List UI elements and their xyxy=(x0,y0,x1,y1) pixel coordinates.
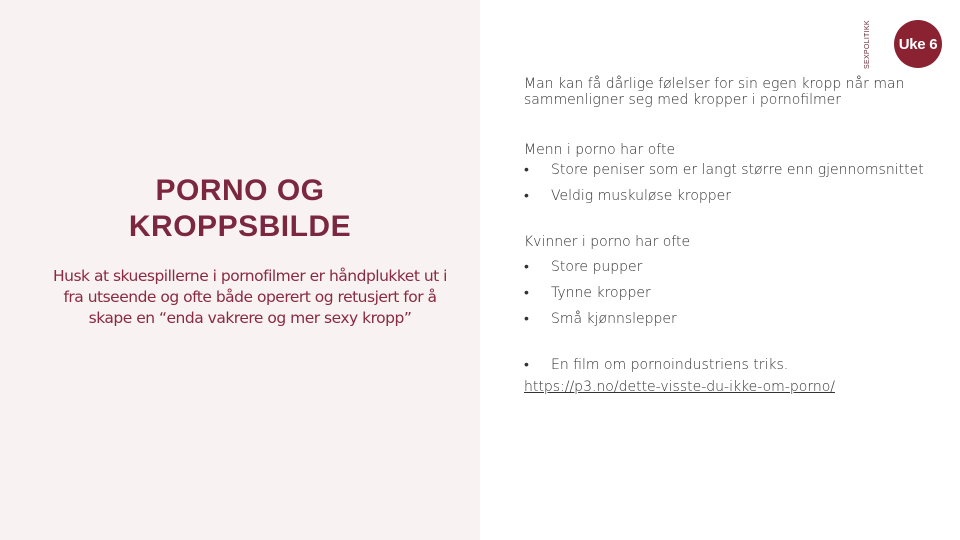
film-text: En film om pornoindustriens triks. xyxy=(551,357,789,373)
list-item-text: Tynne kropper xyxy=(551,285,651,301)
bullet-icon: • xyxy=(524,259,529,275)
bullet-icon: • xyxy=(524,357,529,373)
list-item xyxy=(524,162,934,178)
week-badge-label: Uke 6 xyxy=(898,35,938,53)
bullet-icon: • xyxy=(524,188,529,204)
bullet-icon: • xyxy=(524,162,529,178)
list-item-text: Små kjønnslepper xyxy=(551,311,677,327)
women-list xyxy=(524,259,934,327)
men-heading: Menn i porno har ofte xyxy=(524,142,676,158)
content-column xyxy=(524,76,934,395)
brand-logo xyxy=(862,18,942,72)
list-item xyxy=(524,311,934,327)
list-item xyxy=(524,188,934,204)
men-section xyxy=(524,142,934,204)
women-heading: Kvinner i porno har ofte xyxy=(524,234,691,250)
women-section xyxy=(524,234,934,327)
intro-text: Man kan få dårlige følelser for sin egen kropp når man sammenligner seg med kropper i pornofilmer xyxy=(524,76,905,108)
men-list xyxy=(524,162,934,204)
list-item-text: Store peniser som er langt større enn gjennomsnittet xyxy=(551,162,924,178)
list-item-text: Store pupper xyxy=(551,259,643,275)
list-item xyxy=(524,285,934,301)
list-item xyxy=(524,259,934,275)
brand-vertical-text: SEXPOLITIKK xyxy=(864,20,871,70)
slide-title: PORNO OG KROPPSBILDE xyxy=(128,174,352,243)
film-section xyxy=(524,357,934,395)
bullet-icon: • xyxy=(524,285,529,301)
slide-subtitle: Husk at skuespillerne i pornofilmer er håndplukket ut i fra utseende og ofte både operert og retusjert for å skape en “enda vakrere og mer sexy kropp” xyxy=(53,267,447,327)
week-badge xyxy=(894,20,942,68)
bullet-icon: • xyxy=(524,311,529,327)
list-item-text: Veldig muskuløse kropper xyxy=(551,188,732,204)
film-text-line xyxy=(524,357,934,373)
film-link[interactable]: https://p3.no/dette-visste-du-ikke-om-porno/ xyxy=(524,379,835,395)
